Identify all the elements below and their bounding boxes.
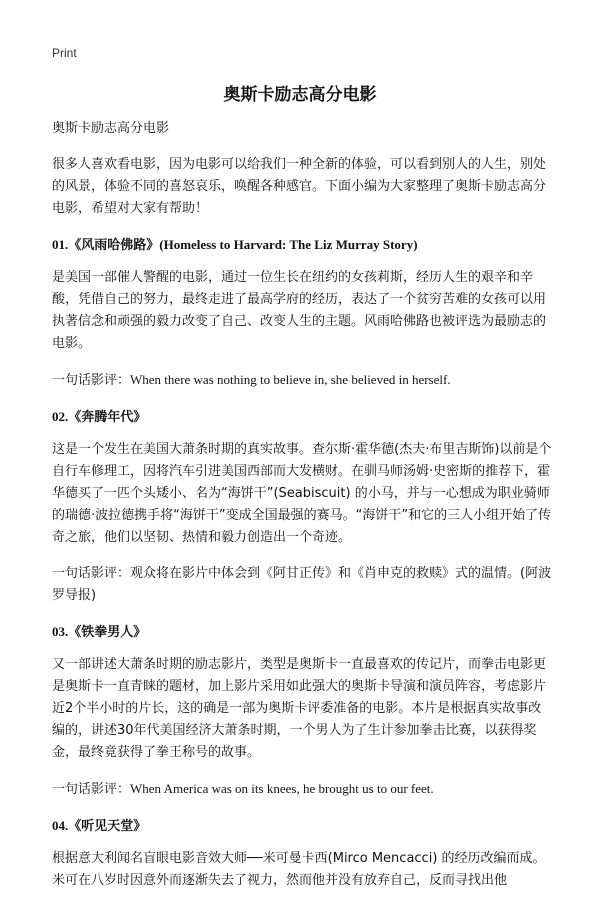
movie-title: 《风雨哈佛路》 <box>68 238 160 253</box>
subtitle: 奥斯卡励志高分电影 <box>52 121 170 136</box>
movie-number: 03. <box>52 624 69 639</box>
movie-description: 是美国一部催人警醒的电影，通过一位生长在纽约的女孩莉斯，经历人生的艰辛和辛酸，凭借自己的努力，最终走进了最高学府的经历，表达了一个贫穷苦难的女孩可以用执著信念和顽强的毅力改变了自己、改变人生的主题。风雨哈佛路也被评选为最励志的电影。 <box>52 270 547 351</box>
movie-title: 《奔腾年代》 <box>68 410 147 425</box>
movie-number: 01. <box>52 237 69 252</box>
review-label: 一句话影评： <box>52 373 131 388</box>
review-text: When there was nothing to believe in, she believed in herself. <box>130 372 451 387</box>
print-label: Print <box>52 46 77 60</box>
review-text: 观众将在影片中体会到《阿甘正传》和《肖申克的救赎》式的温情。(阿波罗导报) <box>52 566 552 603</box>
movie-review <box>52 778 552 801</box>
movie-title: 《听见天堂》 <box>68 819 147 834</box>
movie-description: 根据意大利闻名盲眼电影音效大师──米可曼卡西(Mirco Mencacci) 的经历改编而成。米可在八岁时因意外而逐渐失去了视力，然而他并没有放弃自己，反而寻找出他 <box>52 851 546 888</box>
article-body <box>52 118 552 906</box>
intro-paragraph: 很多人喜欢看电影，因为电影可以给我们一种全新的体验，可以看到别人的人生，别处的风景，体验不同的喜怒哀乐，唤醒各种感官。下面小编为大家整理了奥斯卡励志高分电影，希望对大家有帮助！ <box>52 157 547 216</box>
review-label: 一句话影评： <box>52 566 131 581</box>
movie-english-title: (Homeless to Harvard: The Liz Murray Story) <box>159 237 418 252</box>
movie-description: 这是一个发生在美国大萧条时期的真实故事。查尔斯·霍华德(杰夫·布里吉斯饰)以前是个自行车修理工，因将汽车引进美国西部而大发横财。在驯马师汤姆·史密斯的推荐下，霍华德买了一匹个头矮小、名为“海饼干”(Seabiscuit) 的小马，并与一心想成为职业骑师的瑞德·波拉德携手将“海饼干”变成全国最强的赛马。“海饼干”和它的三人小组开始了传奇之旅，他们以坚韧、热情和毅力创造出一个奇迹。 <box>52 442 552 545</box>
movie-review <box>52 369 552 392</box>
page-title: 奥斯卡励志高分电影 <box>223 85 377 105</box>
movie-heading <box>52 234 552 257</box>
movie-heading <box>52 815 552 838</box>
movie-heading <box>52 621 552 644</box>
movie-heading <box>52 406 552 429</box>
review-text: When America was on its knees, he brought us to our feet. <box>130 781 434 796</box>
movie-review <box>52 563 552 607</box>
movie-description: 又一部讲述大萧条时期的励志影片，类型是奥斯卡一直最喜欢的传记片，而拳击电影更是奥斯卡一直青睐的题材，加上影片采用如此强大的奥斯卡导演和演员阵容，考虑影片近2个半小时的片长，这的确是一部为奥斯卡评委准备的电影。本片是根据真实故事改编的，讲述30年代美国经济大萧条时期，一个男人为了生计参加拳击比赛，以获得奖金，最终竟获得了拳王称号的故事。 <box>52 657 547 760</box>
movie-title: 《铁拳男人》 <box>68 625 147 640</box>
review-label: 一句话影评： <box>52 782 131 797</box>
movie-number: 02. <box>52 409 69 424</box>
movie-number: 04. <box>52 818 69 833</box>
